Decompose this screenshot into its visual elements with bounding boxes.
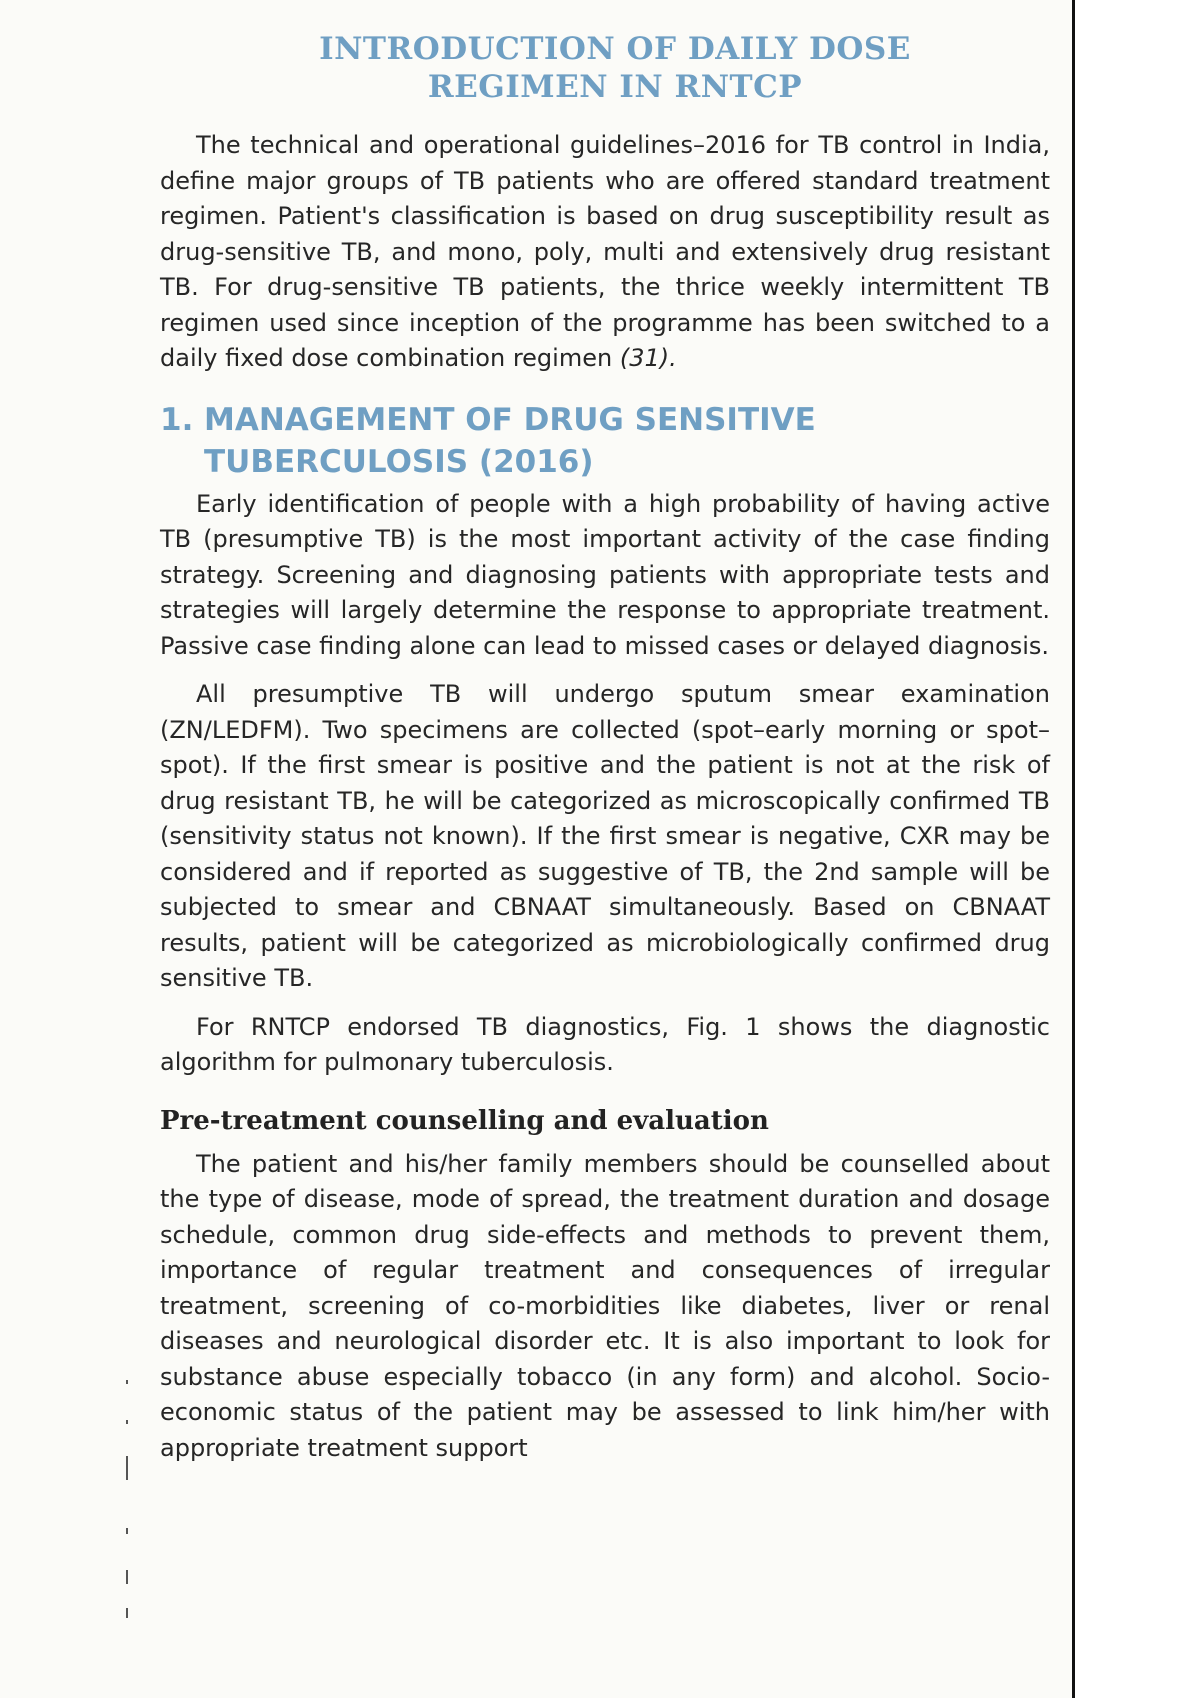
section-paragraph-3: For RNTCP endorsed TB diagnostics, Fig. 1 shows the diagnostic algorithm for pulmonary tuberculosis. [160, 1012, 1050, 1076]
section-heading-line1: MANAGEMENT OF DRUG SENSITIVE [204, 401, 816, 438]
intro-paragraph [160, 128, 1050, 377]
section-paragraph-2: All presumptive TB will undergo sputum smear examination (ZN/LEDFM). Two specimens are collected (spot–early morning or spot–spot). If the first smear is positive and the patient is not at the risk of drug resistant TB, he will be categorized as microscopically confirmed TB (sensitivity status not known). If the first smear is negative, CXR may be considered and if reported as suggestive of TB, the 2nd sample will be subjected to smear and CBNAAT simultaneously. Based on CBNAAT results, patient will be categorized as microbiologically confirmed drug sensitive TB. [160, 680, 1050, 992]
intro-reference: (31). [619, 344, 677, 372]
section-heading-line2: TUBERCULOSIS (2016) [204, 443, 594, 480]
intro-paragraph-text: The technical and operational guidelines–2016 for TB control in India, define major groups of TB patients who are offered standard treatment regimen. Patient's classification is based on drug susceptibility result as drug-sensitive TB, and mono, poly, multi and extensively drug resistant TB. For drug-sensitive TB patients, the thrice weekly intermittent TB regimen used since inception of the programme has been switched to a daily fixed dose combination regimen [160, 131, 1050, 372]
chapter-title-line2: REGIMEN IN RNTCP [427, 69, 803, 105]
section-number: 1. [160, 401, 194, 438]
chapter-title-line1: INTRODUCTION OF DAILY DOSE [319, 31, 911, 67]
margin-marks [126, 1380, 136, 1620]
chapter-title [160, 30, 1050, 106]
subsection-heading: Pre-treatment counselling and evaluation [160, 1105, 769, 1136]
section-paragraph-1: Early identification of people with a high probability of having active TB (presumptive TB) is the most important activity of the case finding strategy. Screening and diagnosing patients with appropriate tests and strategies will largely determine the response to appropriate treatment. Passive case finding alone can lead to missed cases or delayed diagnosis. [160, 489, 1050, 660]
section-heading [160, 399, 1050, 483]
page-content [160, 30, 1050, 1479]
pretreatment-paragraph: The patient and his/her family members should be counselled about the type of disease, mode of spread, the treatment duration and dosage schedule, common drug side-effects and methods to prevent them, importance of regular treatment and consequences of irregular treatment, screening of co-morbidities like diabetes, liver or renal diseases and neurological disorder etc. It is also important to look for substance abuse especially tobacco (in any form) and alcohol. Socio-economic status of the patient may be assessed to link him/her with appropriate treatment support [160, 1149, 1050, 1462]
